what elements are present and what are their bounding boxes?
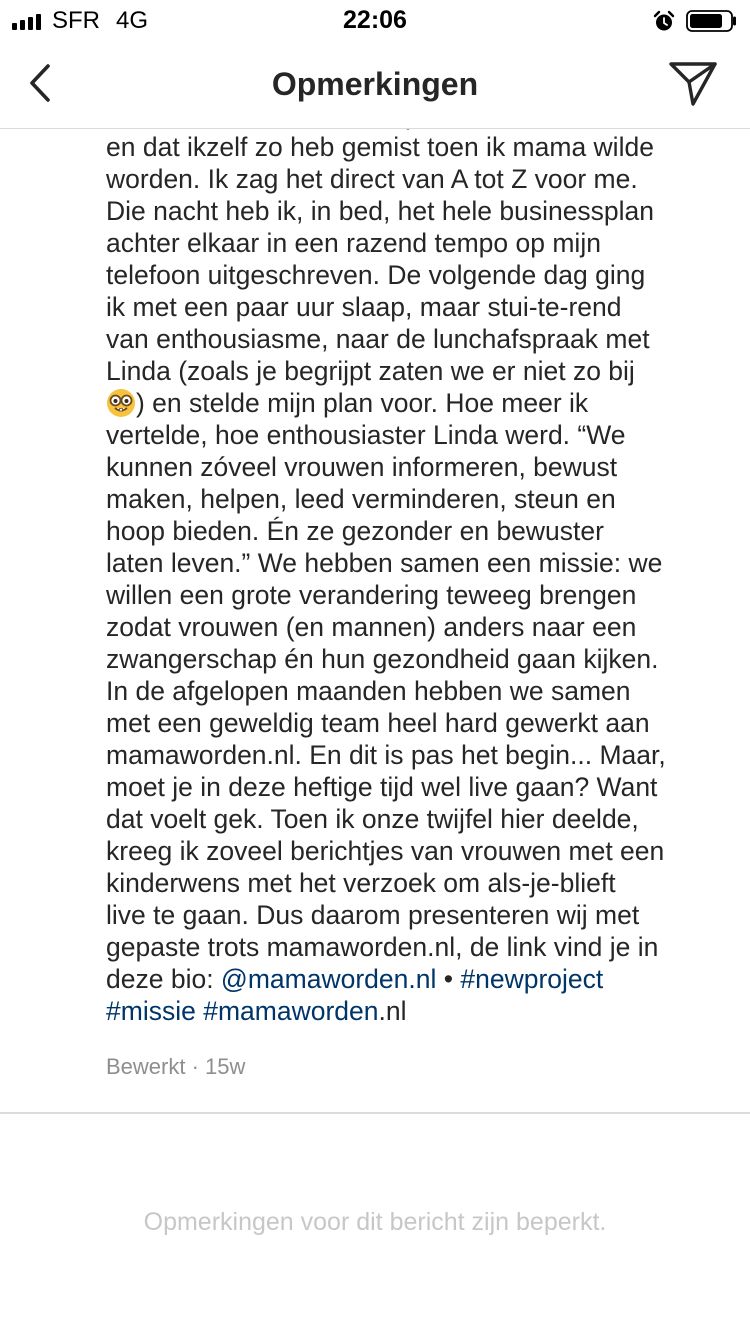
carrier-name: SFR xyxy=(52,7,100,34)
caption-line xyxy=(106,995,736,1027)
network-type: 4G xyxy=(116,7,149,34)
caption-line: kinderwens met het verzoek om als-je-blieft xyxy=(106,868,616,898)
navigation-bar xyxy=(0,40,750,129)
caption-meta: Bewerkt · 15w xyxy=(106,1054,246,1079)
caption-line: mamaworden.nl. En dit is pas het begin... Maar, xyxy=(106,740,666,770)
nerd-face-emoji-icon xyxy=(106,388,136,418)
caption-line: maken, helpen, leed verminderen, steun en xyxy=(106,484,616,514)
caption-line: ik met een paar uur slaap, maar stui-te-rend xyxy=(106,292,622,322)
hashtag-link-newproject[interactable]: #newproject xyxy=(460,964,604,994)
caption-line xyxy=(106,963,736,995)
caption-line: zwangerschap én hun gezondheid gaan kijken. xyxy=(106,644,659,674)
alarm-icon xyxy=(653,10,675,32)
caption-line: kreeg ik zoveel berichtjes van vrouwen met een xyxy=(106,836,665,866)
caption-text: deze bio: xyxy=(106,964,221,994)
caption-line: hoop bieden. Én ze gezonder en bewuster xyxy=(106,516,604,546)
caption-line: met een geweldig team heel hard gewerkt aan xyxy=(106,708,650,738)
caption-line: vertelde, hoe enthousiaster Linda werd. “We xyxy=(106,420,626,450)
caption-line: dat voelt gek. Toen ik onze twijfel hier deelde, xyxy=(106,804,639,834)
caption-line: live te gaan. Dus daarom presenteren wij met xyxy=(106,900,640,930)
hashtag-link-mamaworden[interactable]: #mamaworden xyxy=(203,996,379,1026)
caption-line: en dat ikzelf zo heb gemist toen ik mama wilde xyxy=(106,132,654,162)
paper-plane-icon[interactable] xyxy=(664,54,722,112)
mention-link[interactable]: @mamaworden.nl xyxy=(220,964,437,994)
caption-line: laten leven.” We hebben samen een missie: we xyxy=(106,548,663,578)
bullet-separator: • xyxy=(436,964,461,994)
status-bar xyxy=(0,0,750,40)
caption-line: van enthousiasme, naar de lunchafspraak met xyxy=(106,324,650,354)
caption-line: Die nacht heb ik, in bed, het hele businessplan xyxy=(106,196,655,226)
caption-text: ) en stelde mijn plan voor. Hoe meer ik xyxy=(136,388,589,418)
hashtag-link-missie[interactable]: #missie xyxy=(106,996,196,1026)
battery-icon xyxy=(686,10,738,32)
caption-line: willen een grote verandering teweeg brengen xyxy=(106,580,637,610)
caption-line: achter elkaar in een razend tempo op mijn xyxy=(106,228,601,258)
divider xyxy=(0,1112,750,1114)
caption-line xyxy=(106,387,736,419)
post-caption xyxy=(106,99,736,1027)
caption-line: telefoon uitgeschreven. De volgende dag ging xyxy=(106,260,646,290)
caption-line: In de afgelopen maanden hebben we samen xyxy=(106,676,631,706)
comments-restricted-notice: Opmerkingen voor dit bericht zijn beperkt. xyxy=(143,1208,607,1236)
caption-line: moet je in deze heftige tijd wel live gaan? Want xyxy=(106,772,658,802)
caption-text: .nl xyxy=(378,996,407,1026)
caption-line: zodat vrouwen (en mannen) anders naar een xyxy=(106,612,637,642)
caption-line: worden. Ik zag het direct van A tot Z voor me. xyxy=(106,164,638,194)
post-caption-area xyxy=(0,129,750,1110)
caption-line: gepaste trots mamaworden.nl, de link vind je in xyxy=(106,932,659,962)
caption-line: Linda (zoals je begrijpt zaten we er niet zo bij xyxy=(106,356,635,386)
page-title: Opmerkingen xyxy=(271,66,479,102)
caption-line: kunnen zóveel vrouwen informeren, bewust xyxy=(106,452,618,482)
status-time: 22:06 xyxy=(343,6,407,34)
